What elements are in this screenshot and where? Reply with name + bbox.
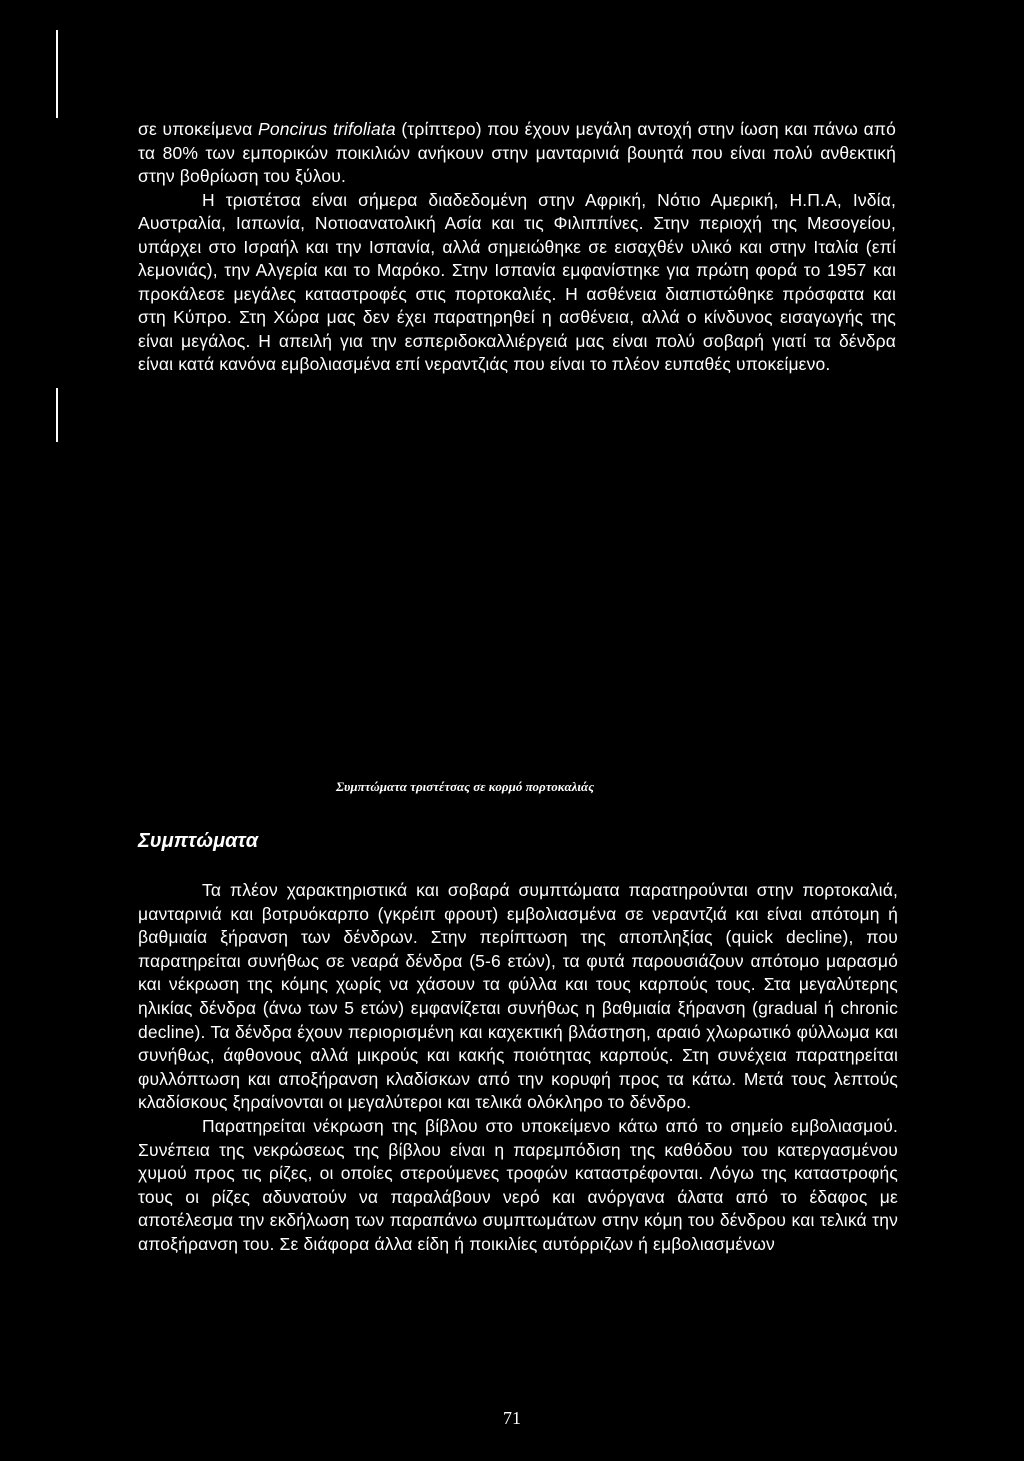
scan-margin-line-top bbox=[56, 30, 58, 118]
symptoms-text-1: Τα πλέον χαρακτηριστικά και σοβαρά συμπτώματα παρατηρούνται στην πορτοκαλιά, μανταρινιά και βοτρυόκαρπο (γκρέιπ φρουτ) εμβολιασμένα σε νεραντζιά και είναι απότομη ή βαθμιαία ξήρανση των δένδρων. Στην περίπτωση της αποπληξίας (quick decline), που παρατηρείται συνήθως σε νεαρά δένδρα (5-6 ετών), τα φυτά παρουσιάζουν απότομο μαρασμό και νέκρωση της κόμης χωρίς να χάσουν τα φύλλα και τους καρπούς τους. Στα μεγαλύτερης ηλικίας δένδρα (άνω των 5 ετών) εμφανίζεται συνήθως η βαθμιαία ξήρανση (gradual ή chronic decline). Τα δένδρα έχουν περιορισμένη και καχεκτική βλάστηση, αραιό χλωρωτικό φύλλωμα και συνήθως, άφθονους αλλά μικρούς και κακής ποιότητας καρπούς. Στη συνέχεια παρατηρείται φυλλόπτωση και αποξήρανση κλαδίσκων από την κορυφή προς τα κάτω. Μετά τους λεπτούς κλαδίσκους ξηραίνονται οι μεγαλύτεροι και τελικά ολόκληρο το δένδρο. bbox=[138, 880, 898, 1113]
distribution-text: Η τριστέτσα είναι σήμερα διαδεδομένη στην Αφρική, Νότιο Αμερική, Η.Π.Α, Ινδία, Αυστραλία, Ιαπωνία, Νοτιοανατολική Ασία και τις Φιλιππίνες. Στην περιοχή της Μεσογείου, υπάρχει στο Ισραήλ και την Ισπανία, αλλά σημειώθηκε σε εισαχθέν υλικό και στην Ιταλία (επί λεμονιάς), την Αλγερία και το Μαρόκο. Στην Ισπανία εμφανίστηκε για πρώτη φορά το 1957 και προκάλεσε μεγάλες καταστροφές στις πορτοκαλιές. Η ασθένεια διαπιστώθηκε πρόσφατα και στη Κύπρο. Στη Χώρα μας δεν έχει παρατηρηθεί η ασθένεια, αλλά ο κίνδυνος εισαγωγής της είναι μεγάλος. Η απειλή για την εσπεριδοκαλλιέργειά μας είναι πολύ σοβαρή γιατί τα δένδρα είναι κατά κανόνα εμβολιασμένα επί νεραντζιάς που είναι το πλέον ευπαθές υποκείμενο. bbox=[138, 189, 896, 374]
intro-text-part2: (τρίπτερο) που έχουν μεγάλη αντοχή στην ίωση και πάνω από τα 80% των εμπορικών ποικιλιών ανήκουν στην μανταρινιά βουητά που είναι πολύ ανθεκτική στην βοθρίωση του ξύλου. bbox=[138, 119, 897, 186]
figure-caption: Συμπτώματα τριστέτσας σε κορμό πορτοκαλιάς bbox=[336, 779, 595, 794]
intro-paragraph bbox=[138, 118, 896, 377]
species-name: Poncirus trifoliata bbox=[258, 119, 396, 139]
page-number: 71 bbox=[503, 1408, 521, 1428]
symptoms-text-2: Παρατηρείται νέκρωση της βίβλου στο υποκείμενο κάτω από το σημείο εμβολιασμού. Συνέπεια της νεκρώσεως της βίβλου είναι η παρεμπόδιση της καθόδου του κατεργασμένου χυμού προς τις ρίζες, οι οποίες στερούμενες τροφών καταστρέφονται. Λόγω της καταστροφής τους οι ρίζες αδυνατούν να παραλάβουν νερό και ανόργανα άλατα από το έδαφος με αποτέλεσμα την εκδήλωση των παραπάνω συμπτωμάτων στην κόμη του δένδρου και τελικά την αποξήρανση του. Σε διάφορα άλλα είδη ή ποικιλίες αυτόρριζων ή εμβολιασμένων bbox=[138, 1115, 898, 1254]
symptoms-paragraph bbox=[138, 879, 898, 1257]
section-heading-symptoms: Συμπτώματα bbox=[138, 830, 259, 852]
scan-margin-line-bottom bbox=[56, 388, 58, 442]
intro-text-part1: σε υποκείμενα bbox=[138, 119, 259, 139]
